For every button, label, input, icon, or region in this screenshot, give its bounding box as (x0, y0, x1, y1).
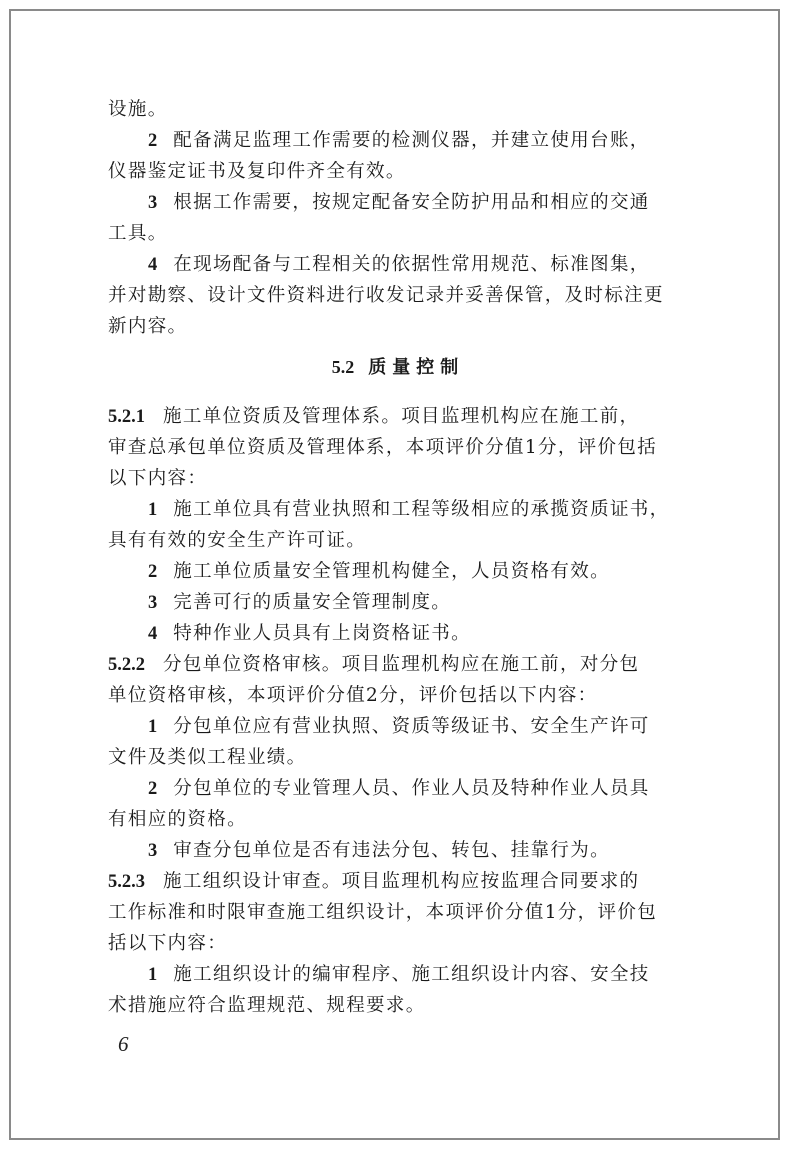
line-text: 单位资格审核，本项评价分值2分，评价包括以下内容： (108, 685, 598, 706)
line-text: 施工单位具有营业执照和工程等级相应的承揽资质证书， (173, 499, 670, 520)
item-number: 3 (148, 193, 158, 213)
section-number: 5.2 (331, 357, 355, 377)
text-line (108, 928, 680, 959)
item-number: 2 (148, 131, 158, 151)
line-text: 具有有效的安全生产许可证。 (108, 530, 367, 551)
line-text: 设施。 (108, 99, 168, 120)
item-line (108, 494, 680, 525)
line-text: 施工组织设计审查。项目监理机构应按监理合同要求的 (163, 871, 640, 892)
text-line (108, 94, 680, 125)
item-number: 2 (148, 779, 158, 799)
line-text: 并对勘察、设计文件资料进行收发记录并妥善保管，及时标注更 (108, 285, 664, 306)
item-number: 1 (148, 717, 158, 737)
line-text: 审查分包单位是否有违法分包、转包、挂靠行为。 (173, 840, 610, 861)
line-text: 分包单位应有营业执照、资质等级证书、安全生产许可 (173, 716, 650, 737)
text-line (108, 680, 680, 711)
item-line (108, 835, 680, 866)
page-number: 6 (118, 1032, 129, 1056)
item-line (108, 587, 680, 618)
document-body (108, 94, 680, 1021)
item-line (108, 773, 680, 804)
line-text: 以下内容： (108, 468, 208, 489)
text-line (108, 897, 680, 928)
section-heading (108, 352, 680, 383)
line-text: 施工单位资质及管理体系。项目监理机构应在施工前， (163, 406, 640, 427)
item-line (108, 959, 680, 990)
line-text: 有相应的资格。 (108, 809, 247, 830)
text-line (108, 156, 680, 187)
line-text: 根据工作需要，按规定配备安全防护用品和相应的交通 (173, 192, 650, 213)
line-text: 特种作业人员具有上岗资格证书。 (173, 623, 472, 644)
text-line (108, 280, 680, 311)
text-line (108, 525, 680, 556)
line-text: 分包单位资格审核。项目监理机构应在施工前，对分包 (163, 654, 640, 675)
line-text: 配备满足监理工作需要的检测仪器，并建立使用台账， (173, 130, 650, 151)
clause-number: 5.2.3 (108, 872, 145, 892)
line-text: 括以下内容： (108, 933, 228, 954)
text-line (108, 804, 680, 835)
line-text: 文件及类似工程业绩。 (108, 747, 307, 768)
line-text: 施工组织设计的编审程序、施工组织设计内容、安全技 (173, 964, 650, 985)
text-line (108, 218, 680, 249)
text-line (108, 311, 680, 342)
item-number: 2 (148, 562, 158, 582)
item-line (108, 711, 680, 742)
item-line (108, 618, 680, 649)
line-text: 工作标准和时限审查施工组织设计，本项评价分值1分，评价包 (108, 902, 658, 923)
clause-number: 5.2.2 (108, 655, 145, 675)
item-line (108, 249, 680, 280)
clause-line (108, 649, 680, 680)
line-text: 在现场配备与工程相关的依据性常用规范、标准图集， (173, 254, 650, 275)
item-number: 3 (148, 841, 158, 861)
item-number: 4 (148, 624, 158, 644)
text-line (108, 990, 680, 1021)
text-line (108, 463, 680, 494)
line-text: 仪器鉴定证书及复印件齐全有效。 (108, 161, 406, 182)
line-text: 审查总承包单位资质及管理体系，本项评价分值1分，评价包括 (108, 437, 658, 458)
line-text: 完善可行的质量安全管理制度。 (173, 592, 452, 613)
item-number: 4 (148, 255, 158, 275)
text-line (108, 432, 680, 463)
item-line (108, 125, 680, 156)
clause-line (108, 401, 680, 432)
item-number: 1 (148, 965, 158, 985)
line-text: 新内容。 (108, 316, 188, 337)
line-text: 工具。 (108, 223, 168, 244)
text-line (108, 742, 680, 773)
item-line (108, 187, 680, 218)
section-title: 质量控制 (368, 357, 465, 378)
line-text: 施工单位质量安全管理机构健全，人员资格有效。 (173, 561, 610, 582)
clause-number: 5.2.1 (108, 407, 145, 427)
item-line (108, 556, 680, 587)
item-number: 1 (148, 500, 158, 520)
line-text: 分包单位的专业管理人员、作业人员及特种作业人员具 (173, 778, 650, 799)
clause-line (108, 866, 680, 897)
item-number: 3 (148, 593, 158, 613)
line-text: 术措施应符合监理规范、规程要求。 (108, 995, 426, 1016)
